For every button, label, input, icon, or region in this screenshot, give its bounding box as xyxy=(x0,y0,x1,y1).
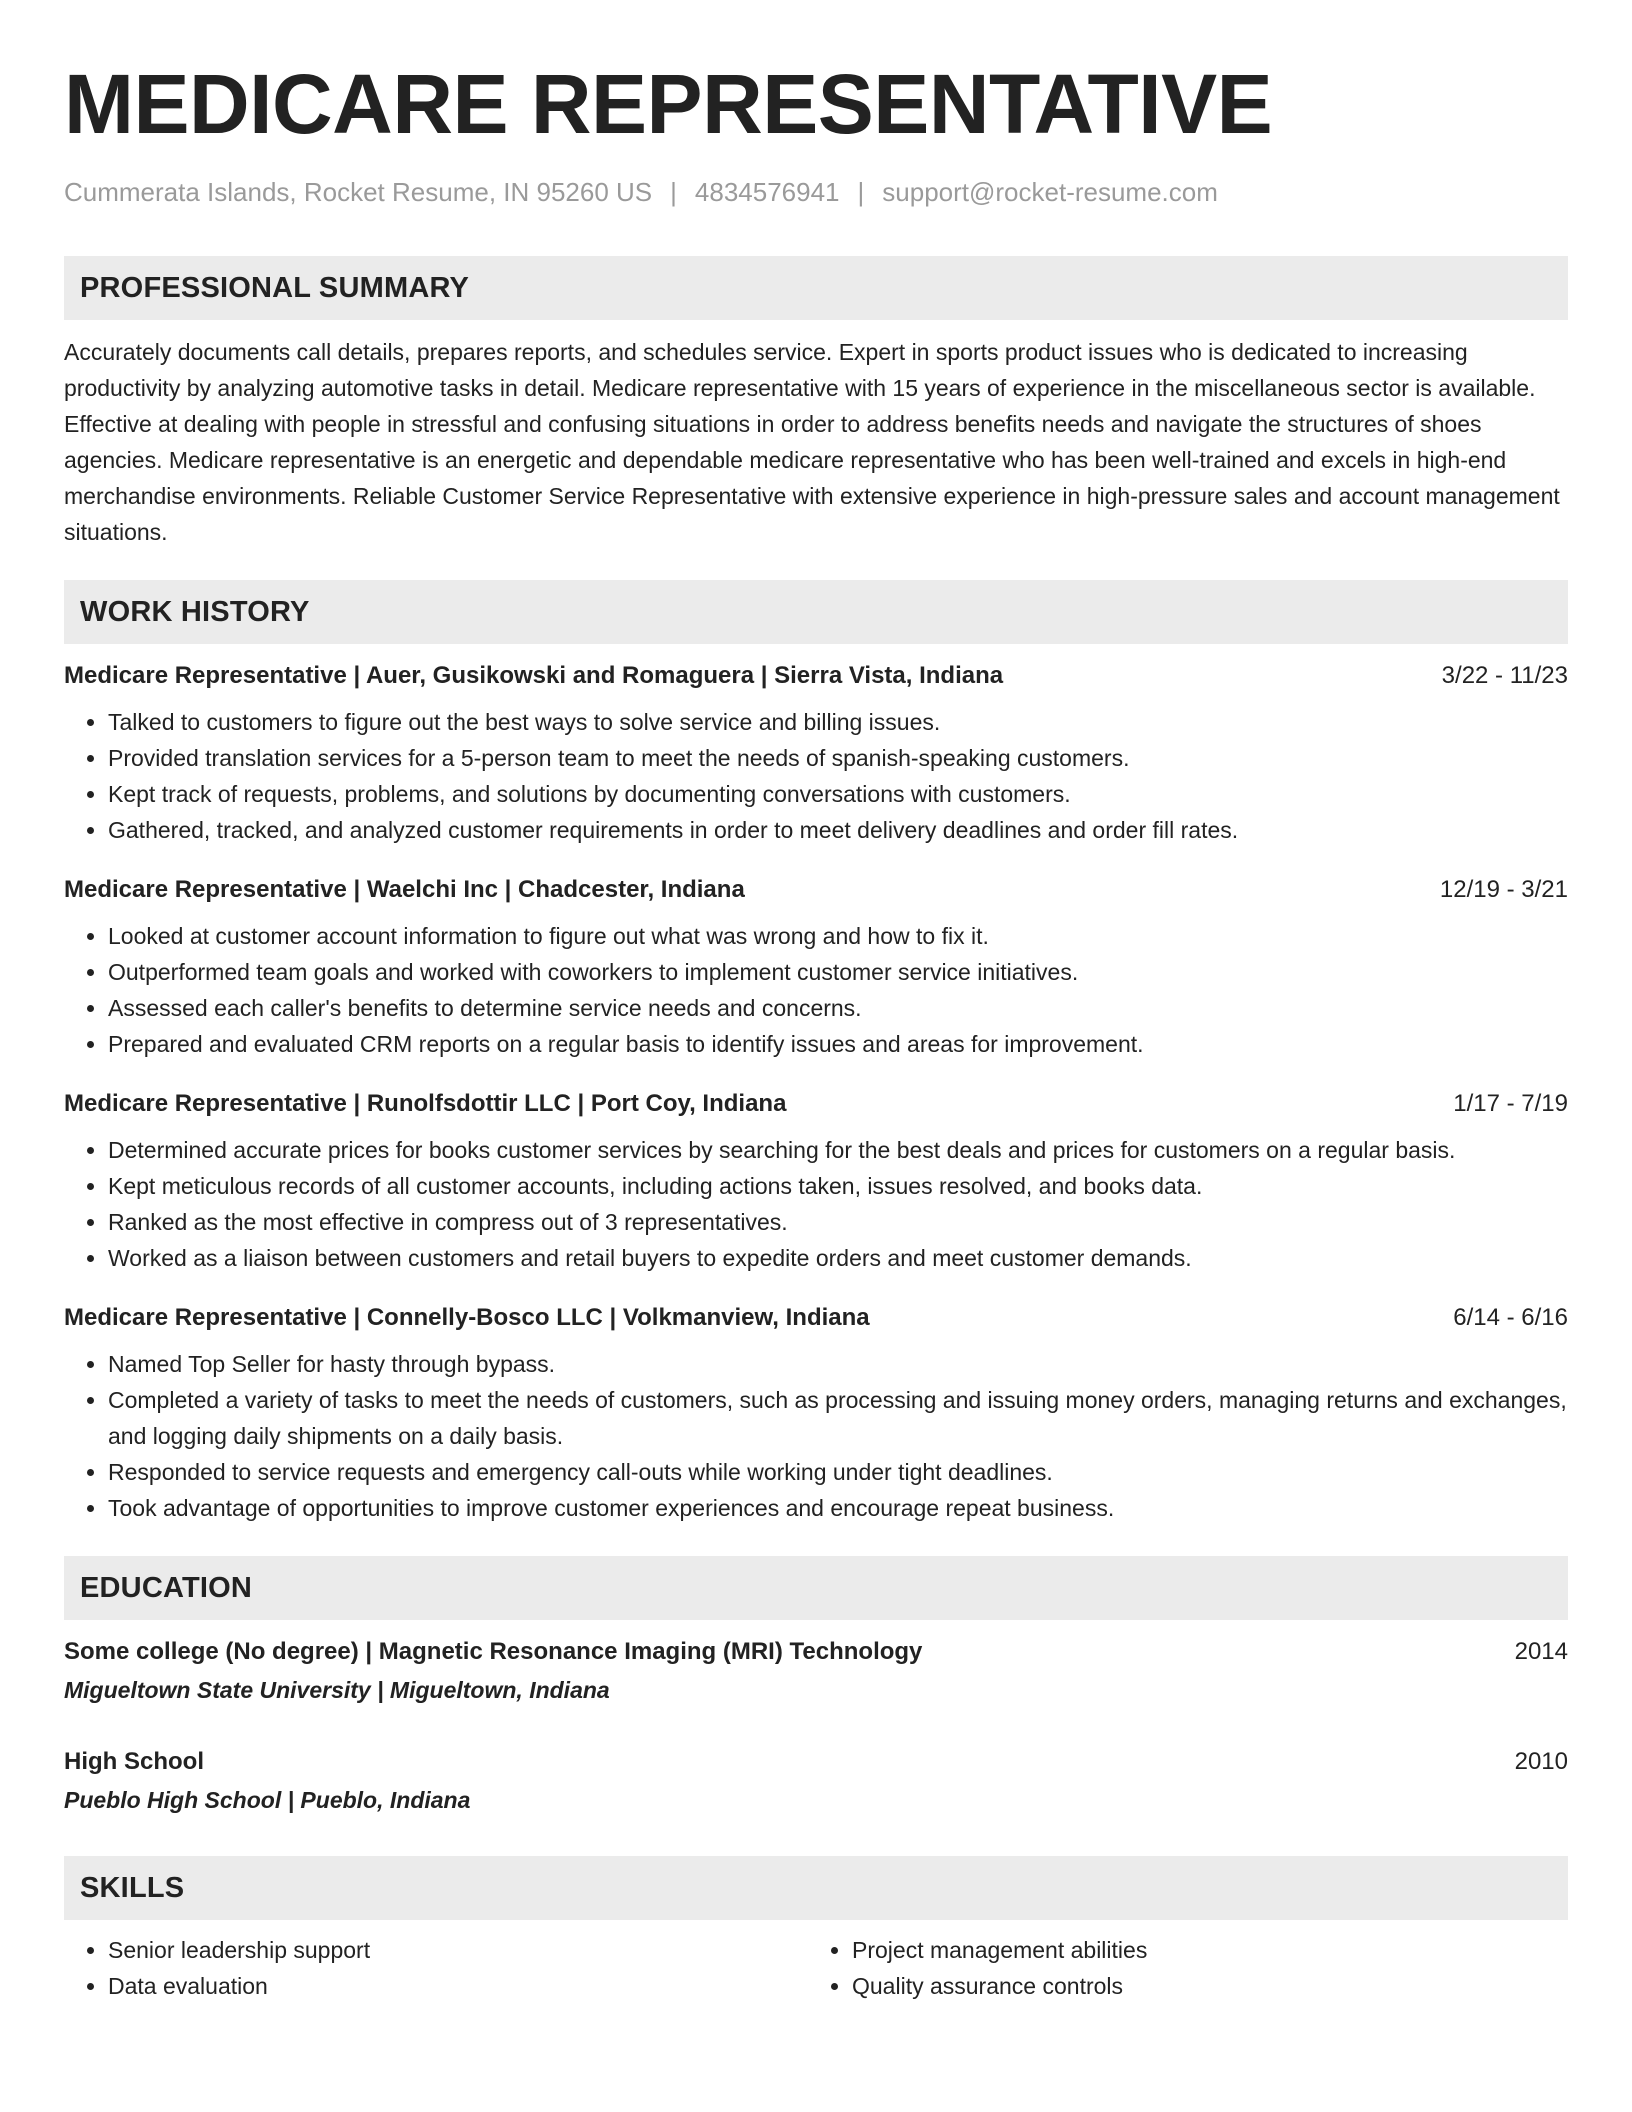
contact-separator: | xyxy=(857,177,865,207)
contact-phone: 4834576941 xyxy=(694,177,840,207)
list-item: • Gathered, tracked, and analyzed customer requirements in order to meet delivery deadlines and order fill rates. xyxy=(108,812,1568,848)
list-item: • Assessed each caller's benefits to determine service needs and concerns. xyxy=(108,990,1568,1026)
job-bullets xyxy=(64,1346,1568,1526)
list-item: • Data evaluation xyxy=(108,1968,808,2004)
education-degree: Some college (No degree) | Magnetic Resonance Imaging (MRI) Technology xyxy=(64,1638,923,1665)
job-dates: 12/19 - 3/21 xyxy=(1439,876,1568,903)
list-item: • Responded to service requests and emergency call-outs while working under tight deadlines. xyxy=(108,1454,1568,1490)
contact-email: support@rocket-resume.com xyxy=(882,177,1218,207)
job-dates: 6/14 - 6/16 xyxy=(1453,1304,1568,1331)
job-title: Medicare Representative | Connelly-Bosco LLC | Volkmanview, Indiana xyxy=(64,1304,870,1331)
list-item: • Project management abilities xyxy=(852,1932,1552,1968)
resume-page xyxy=(64,0,1568,2004)
education-degree: High School xyxy=(64,1748,204,1775)
skills-column-left xyxy=(64,1932,808,2004)
list-item: • Provided translation services for a 5-person team to meet the needs of spanish-speaking customers. xyxy=(108,740,1568,776)
job-bullets xyxy=(64,918,1568,1062)
list-item: • Quality assurance controls xyxy=(852,1968,1552,2004)
list-item: • Completed a variety of tasks to meet the needs of customers, such as processing and issuing money orders, managing returns and exchanges, and logging daily shipments on a daily basis. xyxy=(108,1382,1568,1454)
education-header xyxy=(64,1636,1568,1668)
education-year: 2014 xyxy=(1514,1638,1568,1665)
section-heading-skills: SKILLS xyxy=(64,1856,1568,1920)
list-item: • Kept track of requests, problems, and solutions by documenting conversations with customers. xyxy=(108,776,1568,812)
list-item: • Prepared and evaluated CRM reports on a regular basis to identify issues and areas for improvement. xyxy=(108,1026,1568,1062)
job-bullets xyxy=(64,704,1568,848)
education-year: 2010 xyxy=(1514,1748,1568,1775)
contact-address: Cummerata Islands, Rocket Resume, IN 95260 US xyxy=(64,177,653,207)
job-bullets xyxy=(64,1132,1568,1276)
job-dates: 3/22 - 11/23 xyxy=(1441,662,1568,689)
job-header xyxy=(64,660,1568,692)
education-school: Migueltown State University | Migueltown, Indiana xyxy=(64,1677,610,1703)
job-header xyxy=(64,874,1568,906)
list-item: • Outperformed team goals and worked with coworkers to implement customer service initiatives. xyxy=(108,954,1568,990)
section-heading-work-history: WORK HISTORY xyxy=(64,580,1568,644)
list-item: • Kept meticulous records of all customer accounts, including actions taken, issues resolved, and books data. xyxy=(108,1168,1568,1204)
job-header xyxy=(64,1302,1568,1334)
education-entry xyxy=(64,1636,1568,1708)
job-title: Medicare Representative | Runolfsdottir LLC | Port Coy, Indiana xyxy=(64,1090,787,1117)
education-header xyxy=(64,1746,1568,1778)
job-entry xyxy=(64,1088,1568,1276)
skills-list xyxy=(64,1932,1568,2004)
list-item: • Determined accurate prices for books customer services by searching for the best deals and prices for customers on a regular basis. xyxy=(108,1132,1568,1168)
section-heading-summary: PROFESSIONAL SUMMARY xyxy=(64,256,1568,320)
job-entry xyxy=(64,874,1568,1062)
section-heading-education: EDUCATION xyxy=(64,1556,1568,1620)
list-item: • Ranked as the most effective in compress out of 3 representatives. xyxy=(108,1204,1568,1240)
education-school: Pueblo High School | Pueblo, Indiana xyxy=(64,1787,471,1813)
job-title: Medicare Representative | Waelchi Inc | Chadcester, Indiana xyxy=(64,876,745,903)
candidate-name: MEDICARE REPRESENTATIVE xyxy=(64,57,1273,151)
job-title: Medicare Representative | Auer, Gusikowski and Romaguera | Sierra Vista, Indiana xyxy=(64,662,1004,689)
skills-column-right xyxy=(808,1932,1552,2004)
job-dates: 1/17 - 7/19 xyxy=(1453,1090,1568,1117)
list-item: • Talked to customers to figure out the best ways to solve service and billing issues. xyxy=(108,704,1568,740)
job-entry xyxy=(64,660,1568,848)
job-entry xyxy=(64,1302,1568,1526)
list-item: • Looked at customer account information to figure out what was wrong and how to fix it. xyxy=(108,918,1568,954)
summary-text: Accurately documents call details, prepares reports, and schedules service. Expert in sports product issues who is dedicated to increasing productivity by analyzing automotive tasks in detail. Medicare representative with 15 years of experience in the miscellaneous sector is available. Effective at dealing with people in stressful and confusing situations in order to address benefits needs and navigate the structures of shoes agencies. Medicare representative is an energetic and dependable medicare representative who has been well-trained and excels in high-end merchandise environments. Reliable Customer Service Representative with extensive experience in high-pressure sales and account management situations. xyxy=(64,339,1560,545)
list-item: • Took advantage of opportunities to improve customer experiences and encourage repeat business. xyxy=(108,1490,1568,1526)
list-item: • Worked as a liaison between customers and retail buyers to expedite orders and meet customer demands. xyxy=(108,1240,1568,1276)
contact-separator: | xyxy=(670,177,677,207)
contact-line xyxy=(64,176,1568,208)
list-item: • Senior leadership support xyxy=(108,1932,808,1968)
list-item: • Named Top Seller for hasty through bypass. xyxy=(108,1346,1568,1382)
education-entry xyxy=(64,1746,1568,1818)
job-header xyxy=(64,1088,1568,1120)
